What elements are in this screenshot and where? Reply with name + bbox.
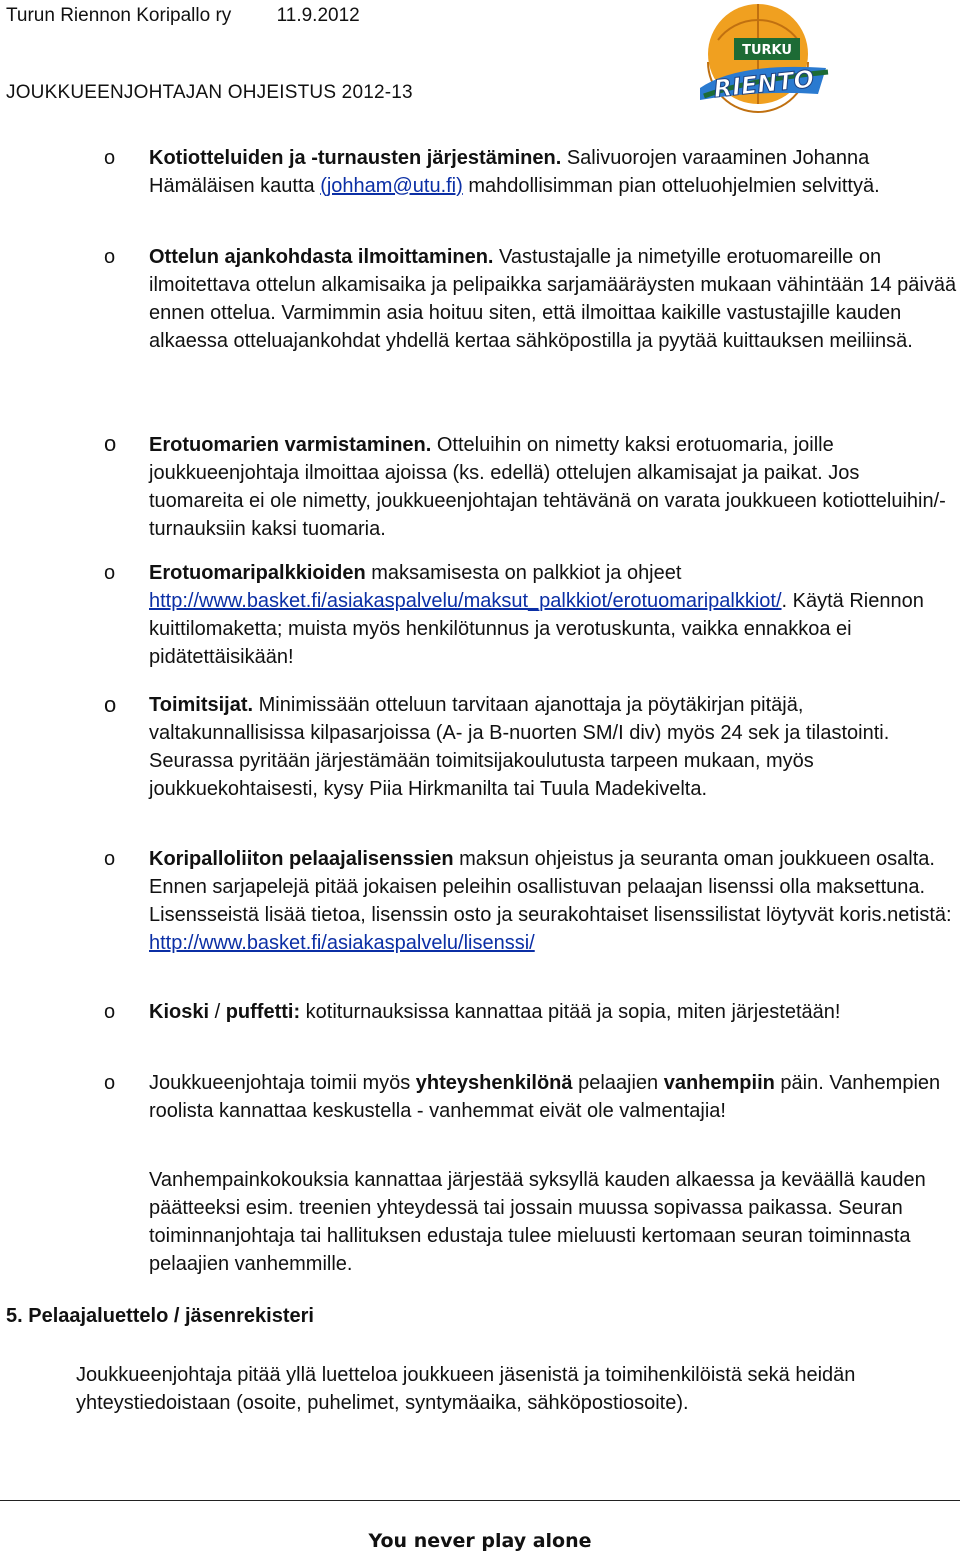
- license-link[interactable]: http://www.basket.fi/asiakaspalvelu/lisenssi/: [149, 932, 535, 954]
- bullet-marker: o: [104, 692, 117, 717]
- header-line: [6, 5, 360, 27]
- item-heading: yhteyshenkilönä: [415, 1072, 573, 1094]
- item-text: kotiturnauksissa kannattaa pitää ja sopia, miten järjestetään!: [300, 1001, 841, 1023]
- item-text: mahdollisimman pian otteluohjelmien selvittyä.: [462, 175, 880, 197]
- item-text: maksun ohjeistus ja seuranta oman joukkueen osalta. Ennen sarjapelejä pitää jokaisen peleihin osallistuvan pelaajan lisenssi olla maksettuna. Lisensseistä lisää tietoa, lisenssin osto ja seurakohtaiset lisenssilistat löytyvät koris.netistä:: [149, 848, 952, 926]
- footer-divider: [0, 1500, 960, 1501]
- item-text: Vastustajalle ja nimetyille erotuomareille on ilmoitettava ottelun alkamisaika ja pelipaikka sarjamääräysten mukaan vähintään 14 päivää ennen ottelua. Varmimmin asia hoituu siten, että ilmoittaa kaikille vastustajille kauden alkaessa otteluajankohdat yhdellä kertaa sähköpostilla ja pyytää kuittauksen meiliinsä.: [149, 246, 957, 352]
- bullet-marker: o: [104, 431, 117, 456]
- item-text: Otteluihin on nimetty kaksi erotuomaria, joille joukkueenjohtaja ilmoittaa ajoissa (ks. edellä) ottelujen alkamisajat ja paikat. Jos tuomareita ei ole nimetty, joukkueenjohtajan tehtävänä on varata joukkueen kotiotteluihin/-turnauksiin kaksi tuomaria.: [149, 434, 946, 540]
- item-heading: puffetti:: [225, 1001, 301, 1023]
- org-name: Turun Riennon Koripallo ry: [6, 5, 232, 26]
- section-paragraph: Joukkueenjohtaja pitää yllä luetteloa joukkueen jäsenistä ja toimihenkilöistä sekä heidän yhteystiedoistaan (osoite, puhelimet, syntymäaika, sähköpostiosoite).: [76, 1364, 856, 1414]
- email-link[interactable]: (johham@utu.fi): [320, 175, 463, 197]
- bullet-marker: o: [104, 848, 116, 870]
- list-item: [149, 559, 957, 671]
- item-heading: vanhempiin: [663, 1072, 775, 1094]
- item-heading: Toimitsijat.: [149, 694, 254, 716]
- item-text: Joukkueenjohtaja toimii myös: [149, 1072, 416, 1094]
- logo-top-text: TURKU: [742, 43, 792, 58]
- bullet-marker: o: [104, 147, 116, 169]
- item-text: Minimissään otteluun tarvitaan ajanottaja ja pöytäkirjan pitäjä, valtakunnallisissa kilpasarjoissa (A- ja B-nuorten SM/I div) myös 24 sek ja tilastointi. Seurassa pyritään järjestämään toimitsijakoulutusta tarpeen mukaan, myös joukkuekohtaisesti, kysy Piia Hirkmanilta tai Tuula Madekivelta.: [149, 694, 890, 800]
- document-date: 11.9.2012: [276, 5, 360, 26]
- list-item: [149, 845, 957, 957]
- item-text: pelaajien: [572, 1072, 664, 1094]
- item-heading: Kioski: [149, 1001, 210, 1023]
- list-item: [149, 431, 957, 543]
- list-item: [149, 243, 957, 355]
- bullet-marker: o: [104, 246, 116, 268]
- footer-motto: You never play alone: [368, 1530, 592, 1552]
- item-heading: Koripalloliiton pelaajalisenssien: [149, 848, 454, 870]
- item-heading: Kotiotteluiden ja -turnausten järjestäminen.: [149, 147, 562, 169]
- item-text: Salivuorojen varaaminen Johanna Hämäläisen kautta: [149, 147, 870, 197]
- item-text: maksamisesta on palkkiot ja ohjeet: [365, 562, 682, 584]
- item-paragraph: Vanhempainkokouksia kannattaa järjestää syksyllä kauden alkaessa ja keväällä kauden päätteeksi esim. treenien yhteydessä tai jossain muussa sopivassa paikassa. Seuran toiminnanjohtaja tai hallituksen edustaja tulee mieluusti kertomaan seuran toiminnasta pelaajien vanhemmille.: [149, 1169, 926, 1275]
- item-heading: Erotuomaripalkkioiden: [149, 562, 366, 584]
- section-heading: 5. Pelaajaluettelo / jäsenrekisteri: [6, 1305, 314, 1327]
- bullet-marker: o: [104, 562, 116, 584]
- list-item: [149, 691, 957, 803]
- riento-logo: [678, 0, 830, 116]
- bullet-marker: o: [104, 1001, 116, 1023]
- list-item: [149, 998, 957, 1026]
- item-text: /: [209, 1001, 226, 1023]
- item-text: . Käytä Riennon kuittilomaketta; muista myös henkilötunnus ja verotuskunta, vaikka ennakkoa ei pidätettäisikään!: [149, 590, 924, 668]
- referee-fees-link[interactable]: http://www.basket.fi/asiakaspalvelu/maksut_palkkiot/erotuomaripalkkiot/: [149, 590, 782, 612]
- item-heading: Ottelun ajankohdasta ilmoittaminen.: [149, 246, 494, 268]
- item-heading: Erotuomarien varmistaminen.: [149, 434, 432, 456]
- logo-text: RIENTO: [712, 64, 816, 104]
- list-item: [149, 144, 957, 200]
- document-title: JOUKKUEENJOHTAJAN OHJEISTUS 2012-13: [6, 82, 413, 103]
- item-text: päin. Vanhempien roolista kannattaa keskustella - vanhemmat eivät ole valmentajia!: [149, 1072, 941, 1122]
- list-item: [149, 1069, 957, 1125]
- bullet-marker: o: [104, 1072, 116, 1094]
